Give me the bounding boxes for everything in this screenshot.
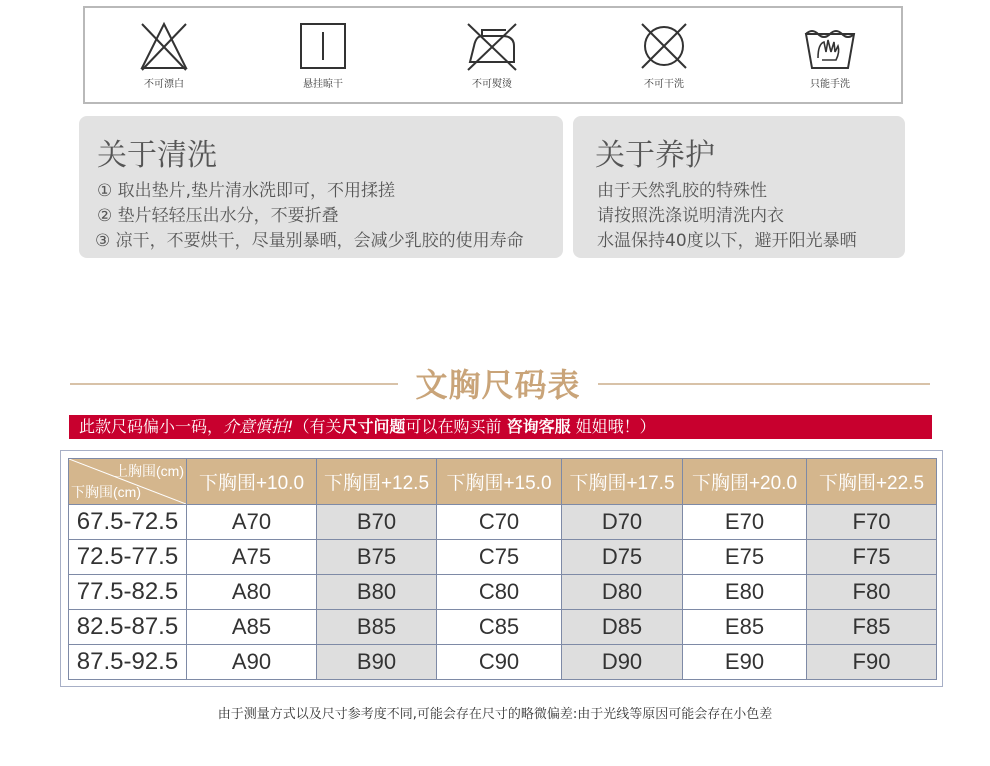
care-line-2: 请按照洗涤说明清洗内衣 <box>597 206 784 226</box>
size-cell: E70 <box>683 505 807 540</box>
size-cell: B70 <box>317 505 437 540</box>
care-label: 只能手洗 <box>810 79 850 90</box>
band-cell: 67.5-72.5 <box>69 505 187 540</box>
table-row <box>69 645 937 680</box>
banner-caution: 介意慎拍! <box>223 417 294 436</box>
size-cell: E80 <box>683 575 807 610</box>
care-item-no-bleach <box>124 18 204 90</box>
size-cell: C80 <box>437 575 562 610</box>
hang-dry-icon <box>293 18 353 74</box>
size-cell: B80 <box>317 575 437 610</box>
band-cell: 72.5-77.5 <box>69 540 187 575</box>
care-panel-title: 关于养护 <box>595 138 715 173</box>
banner-text-1: 此款尺码偏小一码， <box>79 417 224 436</box>
size-cell: D80 <box>562 575 683 610</box>
banner-text-3: （有关 <box>293 417 342 436</box>
wash-line-1: ① 取出垫片,垫片清水洗即可，不用揉搓 <box>97 181 396 201</box>
care-item-hand-wash <box>790 18 870 90</box>
banner-text-7: 姐姐哦！） <box>570 417 656 436</box>
size-cell: A70 <box>187 505 317 540</box>
banner-text-5: 可以在购买前 <box>405 417 507 436</box>
table-row <box>69 575 937 610</box>
care-label: 不可熨烫 <box>472 79 512 90</box>
size-chart-title: 文胸尺码表 <box>415 366 581 404</box>
size-cell: B90 <box>317 645 437 680</box>
size-cell: C70 <box>437 505 562 540</box>
care-item-hang-dry <box>283 18 363 90</box>
column-header: 下胸围+10.0 <box>187 459 317 505</box>
care-label: 不可干洗 <box>644 79 684 90</box>
banner-size-issue: 尺寸问题 <box>341 417 406 436</box>
wash-line-3: ③ 凉干，不要烘干，尽量别暴晒，会减少乳胶的使用寿命 <box>95 231 524 251</box>
band-cell: 82.5-87.5 <box>69 610 187 645</box>
size-cell: F90 <box>807 645 937 680</box>
corner-label-top: 上胸围(cm) <box>114 463 184 479</box>
table-corner-cell <box>69 459 187 505</box>
table-row <box>69 610 937 645</box>
size-cell: C75 <box>437 540 562 575</box>
banner-consult-service: 咨询客服 <box>506 417 571 436</box>
size-cell: F80 <box>807 575 937 610</box>
hand-wash-icon <box>800 18 860 74</box>
corner-label-bottom: 下胸围(cm) <box>71 484 141 500</box>
wash-line-2: ② 垫片轻轻压出水分，不要折叠 <box>97 206 339 226</box>
column-header: 下胸围+20.0 <box>683 459 807 505</box>
size-cell: A80 <box>187 575 317 610</box>
wash-panel-title: 关于清洗 <box>97 138 217 173</box>
size-cell: D85 <box>562 610 683 645</box>
size-cell: F85 <box>807 610 937 645</box>
size-cell: D90 <box>562 645 683 680</box>
size-cell: F75 <box>807 540 937 575</box>
size-cell: A90 <box>187 645 317 680</box>
size-notice-banner <box>69 415 932 439</box>
no-bleach-icon <box>134 18 194 74</box>
care-item-no-dry-clean <box>624 18 704 90</box>
size-cell: A85 <box>187 610 317 645</box>
band-cell: 87.5-92.5 <box>69 645 187 680</box>
care-panel <box>573 116 905 258</box>
size-cell: C90 <box>437 645 562 680</box>
title-divider-right <box>598 383 930 385</box>
band-cell: 77.5-82.5 <box>69 575 187 610</box>
care-icons-box <box>83 6 903 104</box>
size-cell: D70 <box>562 505 683 540</box>
size-cell: B85 <box>317 610 437 645</box>
size-cell: A75 <box>187 540 317 575</box>
table-header-row <box>69 459 937 505</box>
table-row <box>69 540 937 575</box>
size-cell: E75 <box>683 540 807 575</box>
care-line-1: 由于天然乳胶的特殊性 <box>597 181 767 201</box>
no-dry-clean-icon <box>634 18 694 74</box>
care-item-no-iron <box>452 18 532 90</box>
size-cell: E85 <box>683 610 807 645</box>
column-header: 下胸围+22.5 <box>807 459 937 505</box>
wash-panel <box>79 116 563 258</box>
column-header: 下胸围+12.5 <box>317 459 437 505</box>
table-row <box>69 505 937 540</box>
size-cell: D75 <box>562 540 683 575</box>
size-cell: F70 <box>807 505 937 540</box>
care-label: 悬挂晾干 <box>303 79 343 90</box>
care-line-3: 水温保持40度以下，避开阳光暴晒 <box>597 231 857 251</box>
measurement-footnote: 由于测量方式以及尺寸参考度不同,可能会存在尺寸的略微偏差:由于光线等原因可能会存在小色差 <box>217 707 773 722</box>
no-iron-icon <box>462 18 522 74</box>
size-cell: C85 <box>437 610 562 645</box>
size-table <box>68 458 937 680</box>
care-label: 不可漂白 <box>144 79 184 90</box>
size-cell: E90 <box>683 645 807 680</box>
size-cell: B75 <box>317 540 437 575</box>
column-header: 下胸围+17.5 <box>562 459 683 505</box>
column-header: 下胸围+15.0 <box>437 459 562 505</box>
title-divider-left <box>70 383 398 385</box>
